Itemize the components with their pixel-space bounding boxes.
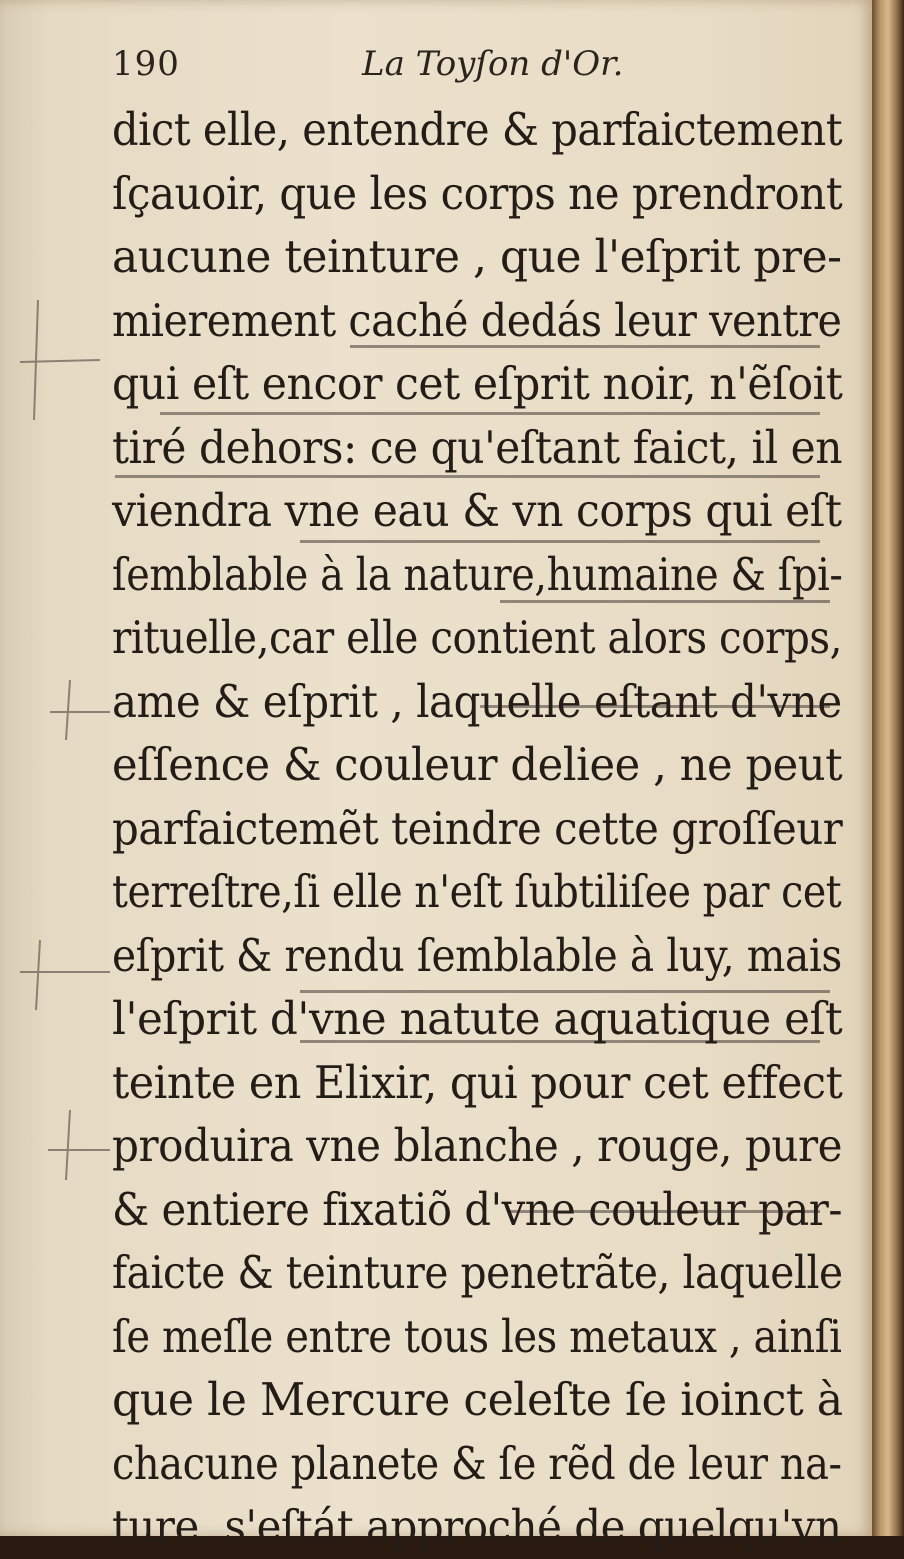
- text-line: viendra vne eau & vn corps qui eſt: [112, 484, 842, 537]
- page-edge: [872, 0, 904, 1536]
- text-line: ſemblable à la nature,humaine & ſpi-: [112, 547, 843, 601]
- text-line: tiré dehors: ce qu'eſtant faict, il en: [112, 420, 843, 474]
- margin-mark-1: [20, 300, 100, 420]
- text-line: l'eſprit d'vne natute aquatique eſt: [112, 992, 843, 1045]
- text-line: ame & eſprit , laquelle eſtant d'vne: [112, 674, 842, 728]
- margin-mark-2: [50, 680, 110, 740]
- text-line: faicte & teinture penetrãte, laquelle: [112, 1246, 843, 1299]
- text-line: produira vne blanche , rouge, pure: [112, 1119, 843, 1172]
- text-line: qui eſt encor cet eſprit noir, n'ẽſoit: [112, 357, 843, 410]
- text-line: rituelle,car elle contient alors corps,: [112, 611, 843, 664]
- margin-annotations: [0, 0, 120, 1536]
- text-line: que le Mercure celeſte ſe ioinct à: [112, 1373, 843, 1426]
- text-line: aucune teinture , que l'eſprit pre-: [112, 230, 842, 283]
- margin-mark-3: [20, 940, 110, 1010]
- text-line: eſſence & couleur deliee , ne peut: [112, 738, 843, 791]
- page-header: [112, 44, 832, 94]
- text-line: ture, s'eſtát approché de quelqu'vn: [112, 1500, 842, 1553]
- text-line: dict elle, entendre & parfaictement: [112, 103, 843, 156]
- body-text: [112, 98, 842, 1559]
- text-line: eſprit & rendu ſemblable à luy, mais: [112, 928, 842, 982]
- text-line: teinte en Elixir, qui pour cet effect: [112, 1055, 843, 1109]
- text-line: & entiere fixatiõ d'vne couleur par-: [112, 1182, 842, 1236]
- text-line: mierement caché dedás leur ventre: [112, 293, 842, 347]
- page-number: 190: [112, 44, 180, 84]
- margin-mark-4: [48, 1110, 110, 1180]
- text-line: ſe meſle entre tous les metaux , ainſi: [112, 1309, 842, 1363]
- text-line: chacune planete & ſe rẽd de leur na-: [112, 1436, 842, 1490]
- text-line: parfaictemẽt teindre cette groſſeur: [112, 801, 843, 855]
- text-line: ſçauoir, que les corps ne prendront: [112, 166, 843, 220]
- running-title: La Toyſon d'Or.: [362, 44, 624, 84]
- text-line: terreſtre,ſi elle n'eſt ſubtiliſee par cet: [112, 865, 842, 918]
